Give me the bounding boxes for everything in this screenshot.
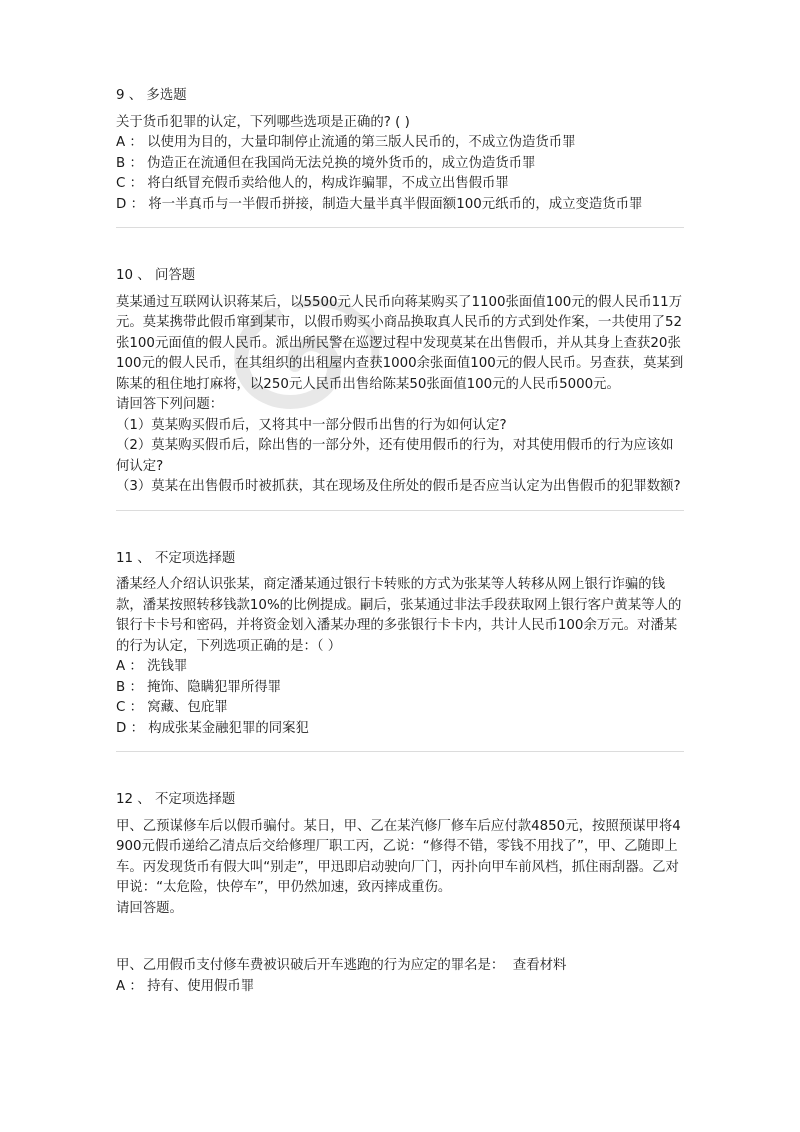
question-10-prompt: 请回答下列问题： <box>116 397 224 412</box>
question-9-option-b[interactable]: B ： 伪造正在流通但在我国尚无法兑换的境外货币的，成立伪造货币罪 <box>116 155 536 171</box>
question-11 <box>116 549 684 740</box>
question-12-prompt: 请回答题。 <box>116 900 183 916</box>
exam-page <box>116 86 684 997</box>
question-11-option-b[interactable]: B ： 掩饰、隐瞒犯罪所得罪 <box>116 679 281 695</box>
question-9-option-d[interactable]: D ： 将一半真币与一半假币拼接，制造大量半真半假面额100元纸币的，成立变造货币罪 <box>116 196 643 212</box>
question-12-paragraph: 甲、乙预谋修车后以假币骗付。某日，甲、乙在某汽修厂修车后应付款4850元，按照预谋甲将4900元假币递给乙清点后交给修理厂职工丙，乙说：“修得不错，零钱不用找了”，甲、乙随即上车。丙发现货币有假大叫“别走”，甲迅即启动驶向厂门，丙扑向甲车前风档，抓住雨刮器。乙对甲说：“太危险，快停车”，甲仍然加速，致丙摔成重伤。 <box>116 818 681 895</box>
question-10-header: 10 、 问答题 <box>116 268 196 283</box>
question-11-option-a[interactable]: A ： 洗钱罪 <box>116 659 188 674</box>
question-12-sub-stem: 甲、乙用假币支付修车费被识破后开车逃跑的行为应定的罪名是： 查看材料 <box>116 958 567 973</box>
question-11-option-c[interactable]: C ： 窝藏、包庇罪 <box>116 700 228 715</box>
question-12-option-a[interactable]: A ： 持有、使用假币罪 <box>116 978 255 994</box>
question-9-stem: 关于货币犯罪的认定，下列哪些选项是正确的? ( ) <box>116 114 410 130</box>
question-12 <box>116 790 684 997</box>
question-11-header: 11 、 不定项选择题 <box>116 550 236 566</box>
question-9-option-a[interactable]: A ： 以使用为目的，大量印制停止流通的第三版人民币的，不成立伪造货币罪 <box>116 135 576 150</box>
question-10-sub-3: （3）莫某在出售假币时被抓获，其在现场及住所处的假币是否应当认定为出售假币的犯罪数额? <box>116 479 681 494</box>
question-10-paragraph: 莫某通过互联网认识蒋某后，以5500元人民币向蒋某购买了1100张面值100元的假人民币11万元。莫某携带此假币窜到某市，以假币购买小商品换取真人民币的方式到处作案，一共使用了52张100元面值的假人民币。派出所民警在巡逻过程中发现莫某在出售假币，并从其身上查获20张100元的假人民币，在其组织的出租屋内查获1000余张面值100元的假人民币。另查获，莫某到陈某的租住地打麻将，以250元人民币出售给陈某50张面值100元的人民币5000元。 <box>116 294 684 392</box>
question-9-header: 9 、 多选题 <box>116 88 187 103</box>
question-12-header: 12 、 不定项选择题 <box>116 792 236 807</box>
question-9 <box>116 86 684 215</box>
question-11-paragraph: 潘某经人介绍认识张某，商定潘某通过银行卡转账的方式为张某等人转移从网上银行诈骗的钱款，潘某按照转移钱款10%的比例提成。嗣后，张某通过非法手段获取网上银行客户黄某等人的银行卡卡号和密码，并将资金划入潘某办理的多张银行卡卡内，共计人民币100余万元。对潘某的行为认定，下列选项正确的是：（ ） <box>116 577 682 654</box>
question-11-option-d[interactable]: D ： 构成张某金融犯罪的同案犯 <box>116 720 309 736</box>
question-10-sub-1: （1）莫某购买假币后，又将其中一部分假币出售的行为如何认定? <box>116 417 507 433</box>
question-9-option-c[interactable]: C ： 将白纸冒充假币卖给他人的，构成诈骗罪，不成立出售假币罪 <box>116 176 509 191</box>
question-10-sub-2: （2）莫某购买假币后，除出售的一部分外，还有使用假币的行为，对其使用假币的行为应该如何认定? <box>116 438 674 474</box>
question-10 <box>116 266 684 498</box>
